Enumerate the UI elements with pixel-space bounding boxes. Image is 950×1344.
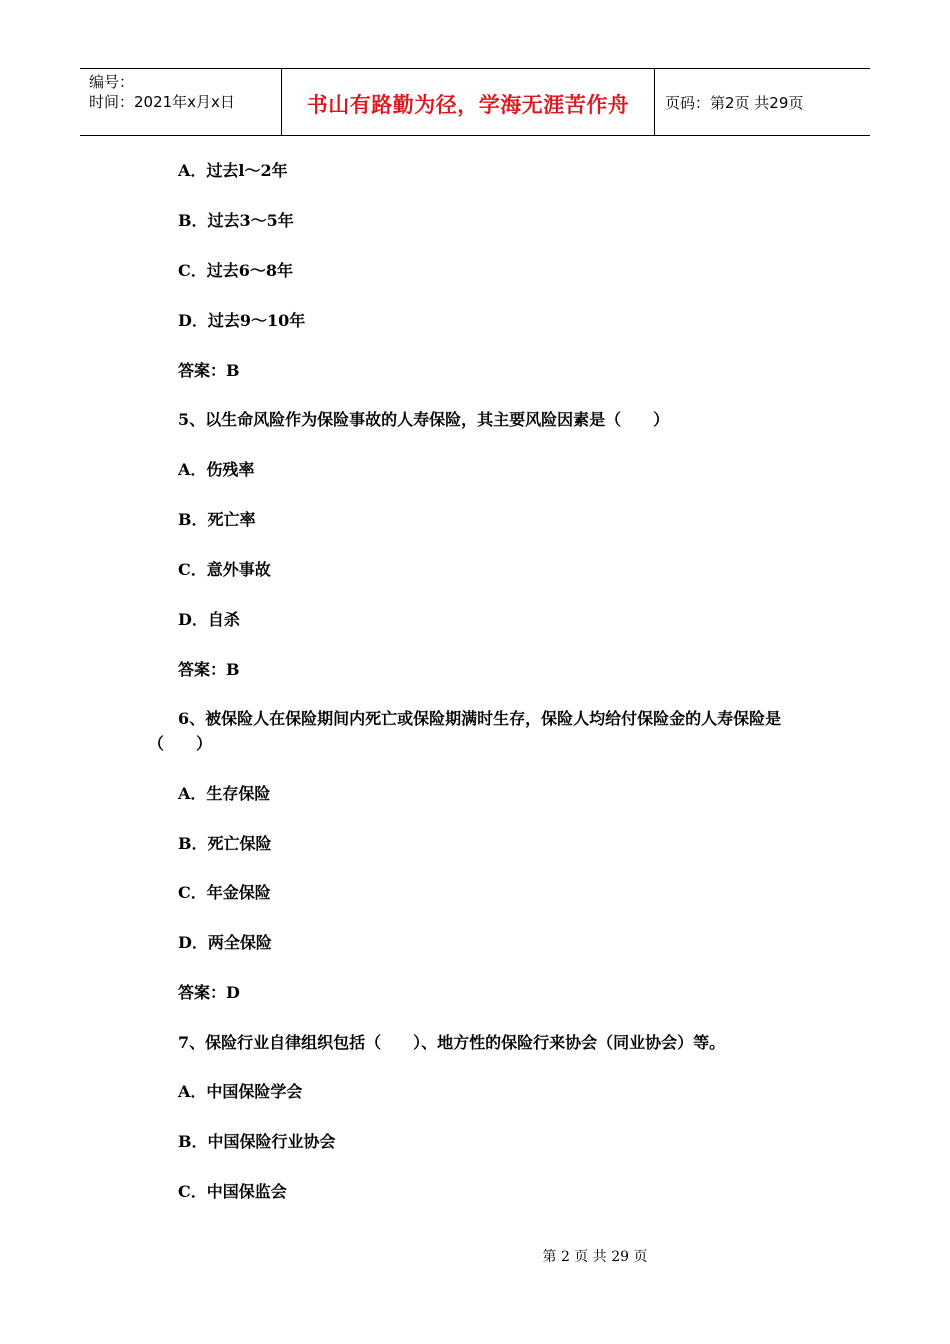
option-c: C．年金保险 — [178, 883, 271, 902]
question-6: 6、被保险人在保险期间内死亡或保险期满时生存，保险人均给付保险金的人寿保险是 — [178, 709, 782, 728]
option-a: A．生存保险 — [178, 784, 271, 803]
option-b: B．死亡保险 — [178, 834, 272, 853]
date-label: 时间：2021年x月x日 — [89, 93, 235, 111]
option-b: B．过去3～5年 — [178, 211, 294, 230]
answer: 答案：D — [178, 983, 240, 1002]
question-7: 7、保险行业自律组织包括（ ）、地方性的保险行来协会（同业协会）等。 — [178, 1033, 726, 1052]
answer: 答案：B — [178, 660, 240, 679]
option-c: C．过去6～8年 — [178, 261, 294, 280]
option-a: A．伤残率 — [178, 460, 255, 479]
option-d: D．两全保险 — [178, 933, 272, 952]
page-number-label: 页码：第2页 共29页 — [665, 93, 804, 112]
option-a: A．中国保险学会 — [178, 1082, 303, 1101]
option-c: C．中国保监会 — [178, 1182, 287, 1201]
option-a: A．过去l～2年 — [178, 161, 288, 180]
serial-number-label: 编号： — [89, 73, 135, 91]
option-c: C．意外事故 — [178, 560, 271, 579]
page-header — [80, 68, 870, 136]
option-d: D．过去9～10年 — [178, 311, 306, 330]
option-b: B．中国保险行业协会 — [178, 1132, 336, 1151]
option-b: B．死亡率 — [178, 510, 256, 529]
header-page-cell — [655, 69, 870, 135]
answer: 答案：B — [178, 361, 240, 380]
header-motto-cell — [282, 69, 655, 135]
header-left-cell — [80, 69, 282, 135]
question-6-blank: （ ） — [148, 734, 213, 753]
question-5: 5、以生命风险作为保险事故的人寿保险，其主要风险因素是（ ） — [178, 410, 670, 429]
option-d: D．自杀 — [178, 610, 240, 629]
page-footer: 第 2 页 共 29 页 — [542, 1249, 648, 1265]
motto-text: 书山有路勤为径，学海无涯苦作舟 — [306, 92, 630, 117]
